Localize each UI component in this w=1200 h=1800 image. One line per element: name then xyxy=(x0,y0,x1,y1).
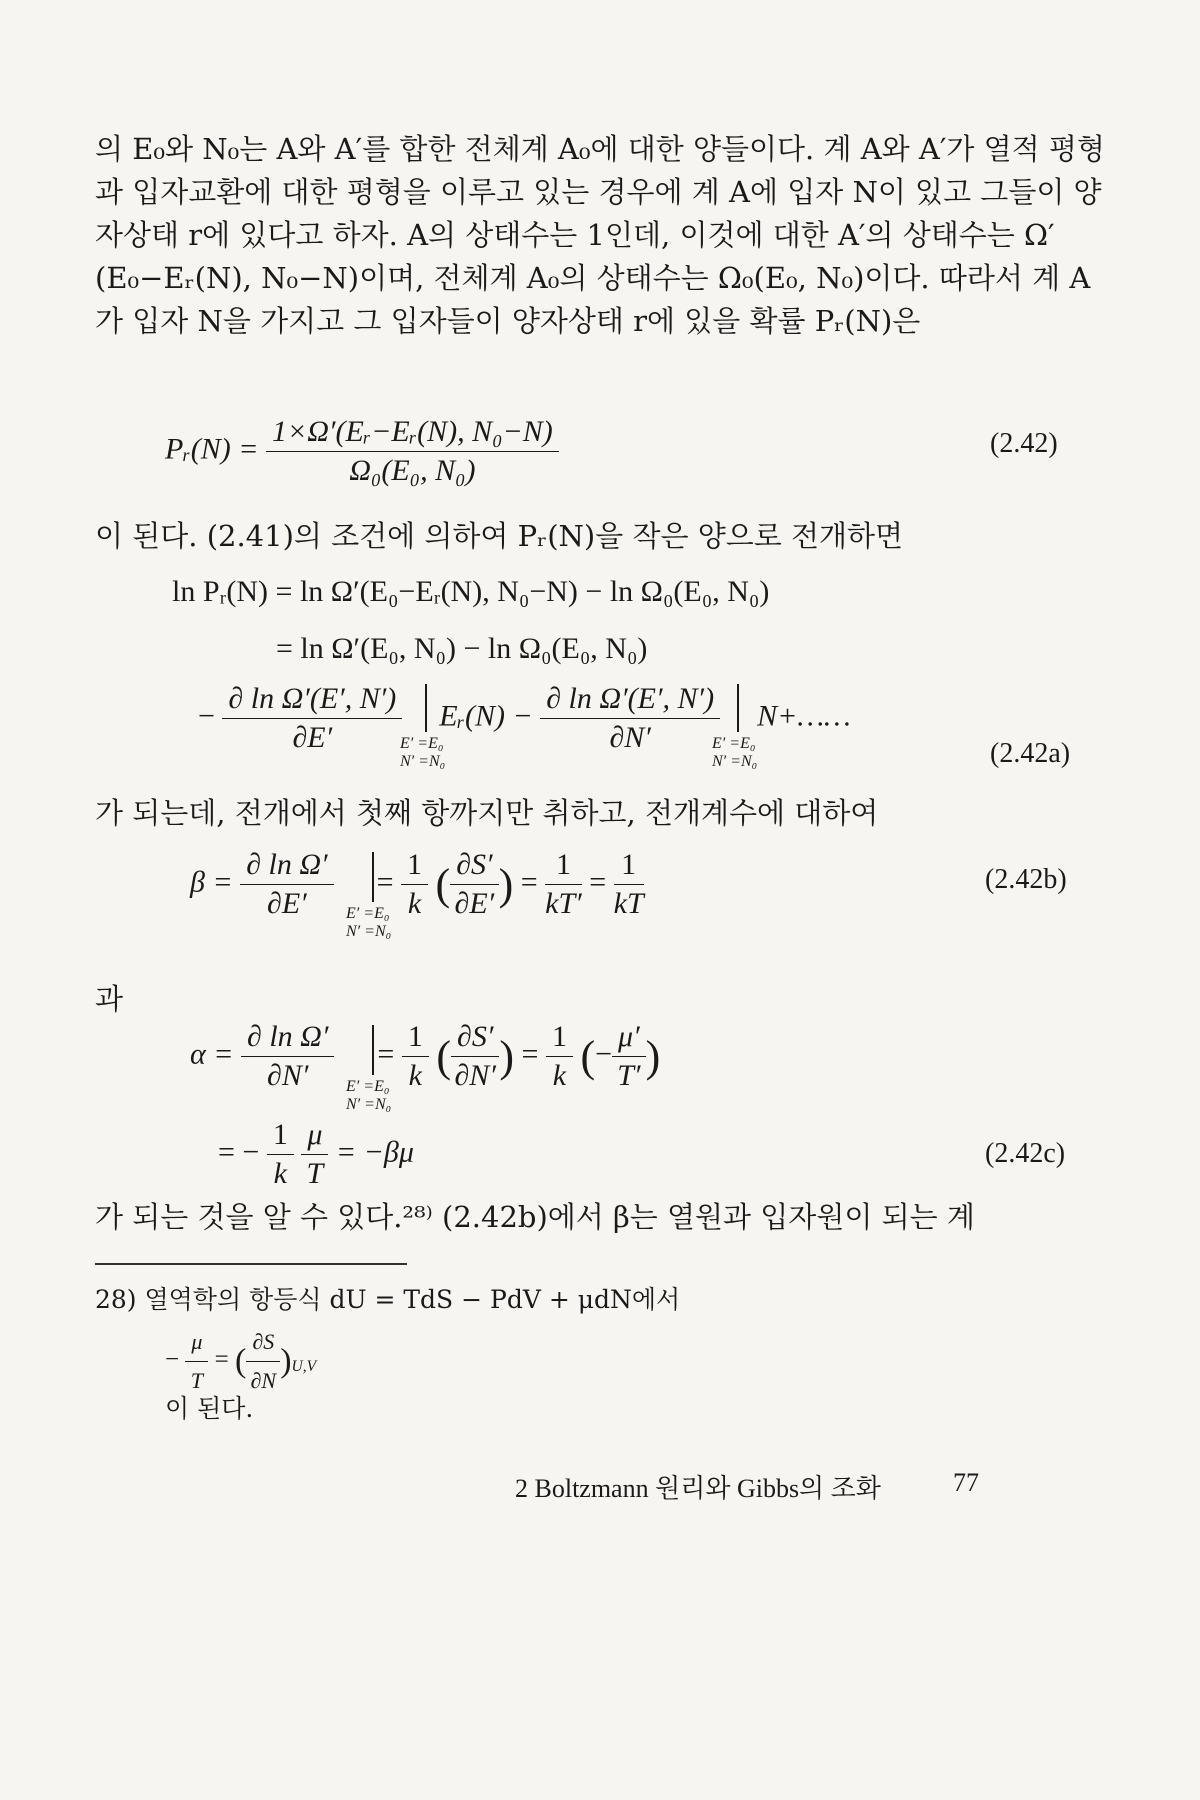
running-head: 2 Boltzmann 원리와 Gibbs의 조화 xyxy=(515,1474,881,1503)
eq242c-f5-den: T′ xyxy=(617,1059,641,1092)
eq242c-f1-den: ∂N′ xyxy=(267,1059,309,1092)
footnote-frac-lhs-den: T xyxy=(190,1368,203,1393)
footnote-rule xyxy=(95,1263,407,1265)
eq242a-eval1-e: E′ =E₀ xyxy=(400,735,444,752)
eq242a-line1: ln Pᵣ(N) = ln Ω′(E₀−Eᵣ(N), N₀−N) − ln Ω₀(E₀, N₀) xyxy=(172,575,770,608)
eq242a-frac2 xyxy=(540,682,720,755)
eq242c-frac2 xyxy=(402,1020,429,1093)
eq242b-eq3: = xyxy=(589,865,607,899)
eq242c-eq1: = xyxy=(377,1037,395,1071)
eq242c-f2-num: 1 xyxy=(402,1020,429,1057)
footnote-frac-rhs-den: ∂N xyxy=(250,1368,277,1393)
eq242c-line2-frac1 xyxy=(267,1118,294,1191)
eq242b-f2-num: 1 xyxy=(401,848,428,885)
eq242b-f4-den: kT′ xyxy=(545,887,582,920)
eq242a-eval2-e: E′ =E₀ xyxy=(712,735,756,752)
eq242c-f4-den: k xyxy=(552,1059,567,1092)
eq242a-eval-bar-2 xyxy=(737,684,739,732)
eq242c-line2-pre: = − xyxy=(218,1135,260,1169)
eq242a-minus: − xyxy=(198,699,215,733)
eq242c-f3-num: ∂S′ xyxy=(451,1020,499,1057)
eq242c-f1-num: ∂ ln Ω′ xyxy=(241,1020,334,1057)
eq242c-line2-post: = −βμ xyxy=(335,1135,414,1169)
eq242c-eq2: = xyxy=(521,1037,539,1071)
equation-2-42c: α = $\frac{\text{∂ ln Ω′}}{\partial N'}$ = $\frac{1}{k}$ ( $\frac{\partial S'}{\partial N'}$ ) = $\frac{1}{k}$ (− $\frac{\mu'}{T'}$ ) xyxy=(190,1020,661,1092)
eq242c-line2 xyxy=(218,1118,414,1191)
eq242c-f3-den: ∂N′ xyxy=(454,1059,496,1092)
footnote-frac-rhs xyxy=(246,1325,280,1398)
eq242a-tail: N+…… xyxy=(757,699,851,733)
eq242a-eval2-n: N′ =N₀ xyxy=(712,753,758,770)
paragraph-conclusion: 가 되는 것을 알 수 있다.²⁸⁾ (2.42b)에서 β는 열원과 입자원이 되는 계 xyxy=(95,1200,975,1234)
eq242a-frac1 xyxy=(222,682,402,755)
eq242b-frac2 xyxy=(401,848,428,921)
equation-number-2-42: (2.42) xyxy=(990,428,1058,459)
eq242b-frac4 xyxy=(545,848,582,921)
eq242-denominator: Ω₀(E₀, N₀) xyxy=(349,454,476,487)
paragraph-and: 과 xyxy=(95,982,124,1016)
footnote-subscript: U,V xyxy=(291,1358,317,1376)
footnote-frac-lhs xyxy=(185,1325,208,1398)
eq242b-f2-den: k xyxy=(407,887,422,920)
eq242c-minus: − xyxy=(595,1037,613,1071)
eq242b-f1-den: ∂E′ xyxy=(267,887,307,920)
equation-2-42 xyxy=(165,415,559,488)
footnote-28-line3: 이 된다. xyxy=(165,1394,254,1423)
eq242c-f4-num: 1 xyxy=(546,1020,573,1057)
eq242a-mid: Eᵣ(N) − xyxy=(439,699,533,733)
eq242c-line2-frac2 xyxy=(301,1118,328,1191)
eq242b-eval-bar xyxy=(372,852,374,902)
eq242b-f5-num: 1 xyxy=(614,848,644,885)
eq242c-line2-f2-num: μ xyxy=(301,1118,328,1155)
paragraph-intro: 의 E₀와 N₀는 A와 A′를 합한 전체계 A₀에 대한 양들이다. 계 A와 A′가 열적 평형과 입자교환에 대한 평형을 이루고 있는 경우에 계 A에 입자 N이 있고 그들이 양자상태 r에 있다고 하자. A의 상태수는 1인데, 이것에 대한 A′의 상태수는 Ω′(E₀−Eᵣ(N), N₀−N)이며, 전체계 A₀의 상태수는 Ω₀(E₀, N₀)이다. 따라서 계 A가 입자 N을 가지고 그 입자들이 양자상태 r에 있을 확률 Pᵣ(N)은 xyxy=(95,132,1105,338)
eq242b-beta: β = xyxy=(190,865,233,899)
footnote-28-formula: − $\frac{\mu}{T}$ = ( $\frac{\partial S}{\partial N}$ )$_{U,V}$ xyxy=(165,1325,316,1398)
paragraph-coefficients: 가 되는데, 전개에서 첫째 항까지만 취하고, 전개계수에 대하여 xyxy=(95,796,879,830)
eq242c-frac4 xyxy=(546,1020,573,1093)
footnote-28-line1: 28) 열역학의 항등식 dU = TdS − PdV + μdN에서 xyxy=(95,1285,681,1314)
eq242-lhs: Pᵣ(N) = xyxy=(165,432,259,466)
eq242b-f3-num: ∂S′ xyxy=(450,848,498,885)
eq242a-eval-2 xyxy=(712,735,757,771)
eq242-numerator: 1×Ω′(Eᵣ−Eᵣ(N), N₀−N) xyxy=(266,415,559,452)
eq242a-eval-bar-1 xyxy=(425,684,427,732)
eq242c-alpha: α = xyxy=(190,1037,234,1071)
eq242a-frac1-den: ∂E′ xyxy=(292,721,333,754)
eq242c-eval-bar xyxy=(372,1025,374,1075)
eq242b-eval-n: N′ =N₀ xyxy=(346,923,392,940)
eq242c-eval xyxy=(346,1078,391,1114)
eq242c-eval-n: N′ =N₀ xyxy=(346,1096,392,1113)
eq242b-eq2: = xyxy=(520,865,538,899)
eq242c-f5-num: μ′ xyxy=(612,1020,646,1057)
eq242b-frac5 xyxy=(614,848,644,921)
footnote-frac-lhs-num: μ xyxy=(185,1325,208,1362)
eq242a-line2: = ln Ω′(E₀, N₀) − ln Ω₀(E₀, N₀) xyxy=(276,632,648,665)
eq242c-eval-e: E′ =E₀ xyxy=(346,1078,390,1095)
eq242c-line2-f1-den: k xyxy=(273,1157,287,1190)
page-number: 77 xyxy=(953,1468,979,1497)
eq242b-eq1: = xyxy=(376,865,394,899)
equation-number-2-42b: (2.42b) xyxy=(985,864,1067,895)
equation-2-42b: β = $\frac{\text{∂ ln Ω′}}{\partial E'}$ = $\frac{1}{k}$ ( $\frac{\partial S'}{\partial E'}$ ) = $\frac{1}{kT'}$ = $\frac{1}{kT}$ xyxy=(190,848,644,920)
eq242b-f1-num: ∂ ln Ω′ xyxy=(240,848,333,885)
equation-number-2-42a: (2.42a) xyxy=(990,738,1071,769)
eq242b-f5-den: kT xyxy=(613,887,644,920)
eq242b-eval-e: E′ =E₀ xyxy=(346,905,390,922)
eq242a-eval1-n: N′ =N₀ xyxy=(400,753,446,770)
eq242c-line2-f2-den: T xyxy=(306,1157,324,1190)
eq242b-frac3 xyxy=(450,848,498,921)
eq242b-f3-den: ∂E′ xyxy=(454,887,495,920)
eq242a-eval-1 xyxy=(400,735,445,771)
eq242b-eval xyxy=(346,905,391,941)
eq242b-f4-num: 1 xyxy=(545,848,582,885)
eq242a-frac1-num: ∂ ln Ω′(E′, N′) xyxy=(222,682,402,719)
eq242c-frac5 xyxy=(612,1020,646,1093)
eq242a-frac2-den: ∂N′ xyxy=(609,721,651,754)
eq242-fraction xyxy=(266,415,559,488)
footnote-frac-rhs-num: ∂S xyxy=(246,1325,280,1362)
eq242a-frac2-num: ∂ ln Ω′(E′, N′) xyxy=(540,682,720,719)
eq242b-frac1 xyxy=(240,848,333,921)
eq242c-frac1 xyxy=(241,1020,334,1093)
eq242c-f2-den: k xyxy=(408,1059,422,1092)
eq242c-line2-f1-num: 1 xyxy=(267,1118,294,1155)
equation-number-2-42c: (2.42c) xyxy=(985,1138,1066,1169)
eq242c-frac3 xyxy=(451,1020,499,1093)
paragraph-expansion: 이 된다. (2.41)의 조건에 의하여 Pᵣ(N)을 작은 양으로 전개하면 xyxy=(95,519,904,553)
